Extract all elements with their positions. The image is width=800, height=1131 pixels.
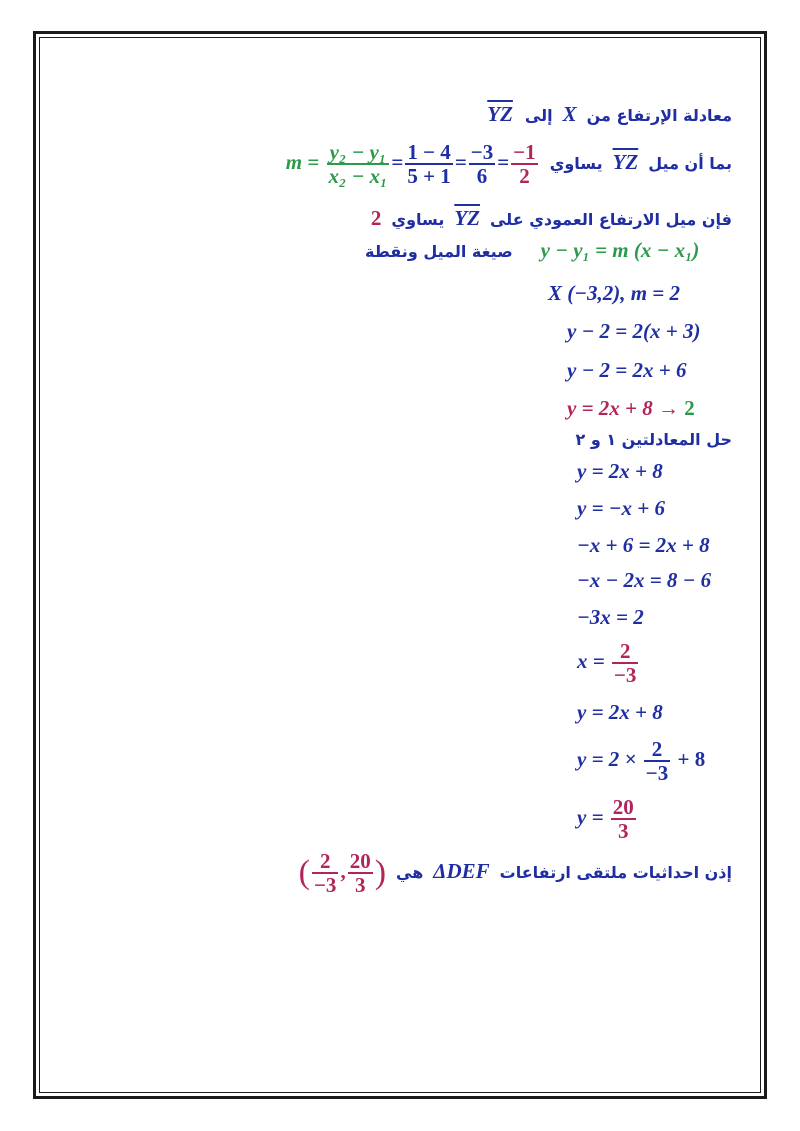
sub-frac-den: −3 bbox=[645, 761, 669, 786]
slope-equals-text: يساوي bbox=[549, 153, 603, 173]
sub-frac-rhs: + 8 bbox=[677, 746, 706, 771]
slope-formula-den: x₂ − x₁ bbox=[328, 164, 388, 189]
step-point: X (−3,2), m = 2 bbox=[548, 281, 681, 305]
sub-fraction bbox=[644, 738, 670, 784]
page-border-inner bbox=[39, 37, 761, 1093]
slope-side: $\overline{YZ}$ bbox=[612, 149, 639, 174]
point-y-num: 20 bbox=[349, 849, 371, 873]
perp-equals-text: يساوي bbox=[391, 210, 445, 229]
slope-result-num: −1 bbox=[513, 140, 536, 164]
x-result-den: −3 bbox=[613, 663, 637, 688]
step-b-3: −x + 6 = 2x + 8 bbox=[577, 533, 710, 557]
point-y-den: 3 bbox=[354, 873, 366, 898]
x-result-fraction bbox=[612, 640, 638, 686]
slope-step1-fraction bbox=[405, 141, 452, 187]
y-result-num: 20 bbox=[612, 795, 634, 819]
step-b-5: −3x = 2 bbox=[577, 605, 644, 629]
y-result-lhs: y = bbox=[577, 804, 604, 829]
conclusion-line bbox=[299, 850, 732, 896]
point-slope-formula: y − y₁ = m (x − x₁) bbox=[540, 238, 700, 262]
substitute-line: y = 2x + 8 bbox=[577, 700, 663, 724]
point-x-num: 2 bbox=[312, 850, 338, 874]
heading-line bbox=[487, 104, 732, 125]
sub-frac-lhs: y = 2 × bbox=[577, 746, 637, 771]
perp-side: $\overline{YZ}$ bbox=[454, 206, 480, 230]
perp-line bbox=[371, 208, 732, 229]
slope-prefix: بما أن ميل bbox=[648, 153, 732, 173]
slope-step1-den: 5 + 1 bbox=[407, 164, 451, 189]
step-expand: y − 2 = 2x + 6 bbox=[567, 358, 687, 382]
perp-slope-value: 2 bbox=[370, 206, 382, 230]
step-sub: y − 2 = 2(x + 3) bbox=[567, 319, 701, 343]
equation-2: y = 2x + 8 → bbox=[567, 396, 680, 420]
x-result-lhs: x = bbox=[577, 648, 605, 673]
slope-result-fraction bbox=[511, 141, 537, 187]
conclusion-text: إذن احداثيات ملتقى ارتفاعات bbox=[499, 862, 732, 882]
triangle-label: ΔDEF bbox=[433, 858, 490, 883]
conclusion-is: هي bbox=[396, 862, 424, 882]
slope-result-den: 2 bbox=[519, 164, 530, 189]
slope-step1-num: 1 − 4 bbox=[407, 140, 451, 164]
side-label: $\overline{YZ}$ bbox=[487, 102, 513, 126]
heading-text: معادلة الإرتفاع من bbox=[586, 106, 732, 125]
point-x-den: −3 bbox=[313, 873, 337, 898]
slope-formula-fraction bbox=[327, 141, 390, 187]
perp-text: فإن ميل الارتفاع العمودي على bbox=[489, 210, 732, 229]
slope-step2-den: 6 bbox=[476, 164, 488, 189]
x-result-num: 2 bbox=[612, 640, 638, 664]
sub-frac-num: 2 bbox=[644, 738, 670, 762]
equation-2-number: 2 bbox=[684, 396, 695, 420]
step-b-1: y = 2x + 8 bbox=[577, 459, 663, 483]
step-b-4: −x − 2x = 8 − 6 bbox=[577, 568, 712, 592]
slope-step2-num: −3 bbox=[470, 140, 494, 164]
slope-line: بما أن ميل $\overline{YZ}$ يساوي m = $\frac{\text{y₂ − y₁}}{\text{x₂ − x₁}}$ = $\frac{1 - 4}{5 + 1}$ = $\frac{-3}{6}$ = $\frac{-1}{2}$ bbox=[285, 140, 732, 189]
slope-lhs: m = bbox=[285, 149, 320, 174]
heading-to: إلى bbox=[524, 106, 553, 125]
solve-label: حل المعادلتين ١ و ٢ bbox=[575, 430, 732, 449]
point-slope-line bbox=[365, 240, 699, 261]
vertex-label: X bbox=[562, 102, 577, 126]
step-b-2: y = −x + 6 bbox=[577, 496, 665, 520]
orthocenter-point: ( $\frac{2}{-3}$ , $\frac{20}{3}$ ) bbox=[298, 849, 387, 898]
point-slope-label: صيغة الميل ونقطة bbox=[365, 242, 513, 261]
slope-step2-fraction bbox=[469, 141, 495, 187]
y-result-fraction bbox=[611, 796, 636, 842]
slope-formula-num: y₂ − y₁ bbox=[329, 140, 387, 164]
y-result-den: 3 bbox=[618, 819, 629, 844]
